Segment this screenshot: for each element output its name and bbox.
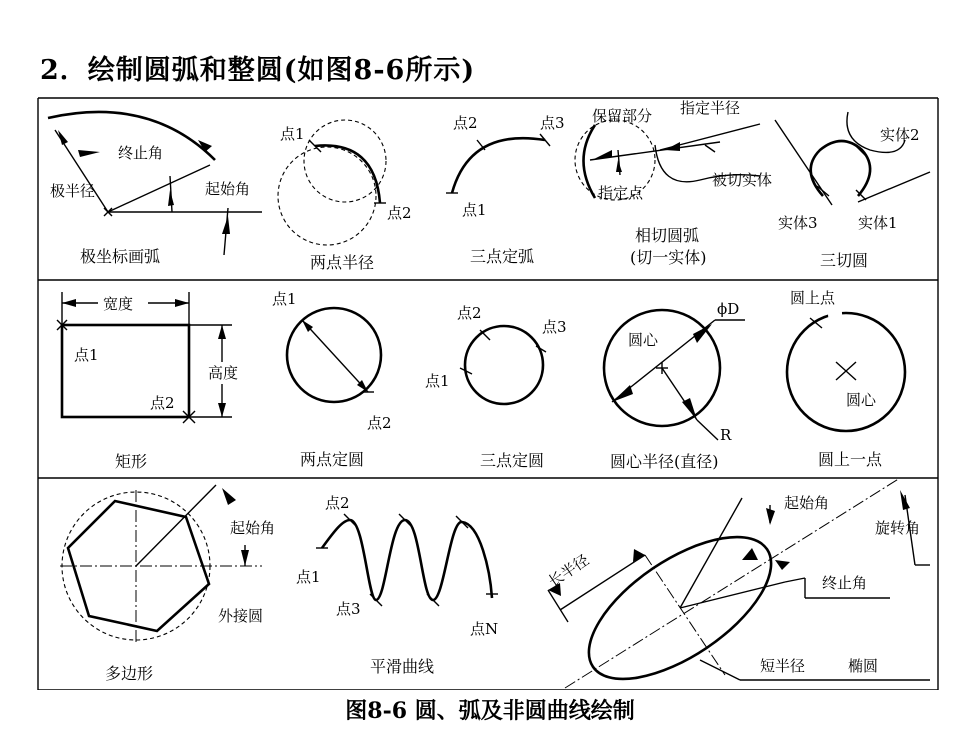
three-tangent-caption: 三切圆 (820, 251, 869, 270)
specified-radius-label: 指定半径 (680, 99, 741, 117)
tpr-point1-label: 点1 (280, 125, 305, 143)
rect-point2-label: 点2 (150, 394, 175, 412)
spline-pointn-label: 点N (470, 620, 499, 638)
three-tangent-circle-figure (775, 112, 930, 270)
three-point-circle-caption: 三点定圆 (480, 451, 545, 470)
point-on-circle-caption: 圆上一点 (818, 450, 883, 469)
minor-radius-label: 短半径 (760, 657, 806, 675)
three-point-circle-figure (425, 304, 567, 470)
spline-figure (296, 494, 498, 676)
tpa-point3-label: 点3 (540, 114, 565, 132)
circumscribed-label: 外接圆 (218, 607, 264, 625)
width-label: 宽度 (103, 295, 134, 313)
ellipse-figure (545, 478, 930, 690)
polygon-figure (60, 485, 275, 683)
tpa-point2-label: 点2 (453, 114, 478, 132)
polar-arc-figure (48, 112, 262, 266)
tpr-point2-label: 点2 (387, 204, 412, 222)
tpc-point1-label: 点1 (272, 290, 297, 308)
major-radius-label: 长半径 (544, 550, 593, 591)
center-radius-circle-figure (604, 300, 745, 471)
start-angle-label: 起始角 (205, 180, 251, 198)
entity3-label: 实体3 (778, 214, 818, 232)
tangent-arc-figure (575, 99, 772, 267)
polygon-start-angle-label: 起始角 (230, 519, 276, 537)
end-angle-label: 终止角 (118, 144, 164, 162)
two-point-radius-caption: 两点半径 (310, 253, 375, 272)
three-point-arc-figure (446, 114, 565, 266)
ellipse-end-angle-label: 终止角 (822, 574, 868, 592)
tpa-point1-label: 点1 (462, 201, 487, 219)
three-point-arc-caption: 三点定弧 (470, 247, 535, 266)
rectangle-caption: 矩形 (115, 452, 148, 471)
tangent-arc-caption-2: (切一实体) (630, 248, 707, 267)
polar-arc-caption: 极坐标画弧 (80, 247, 161, 266)
spline-point1-label: 点1 (296, 568, 321, 586)
specified-point-label: 指定点 (598, 184, 644, 202)
two-point-circle-figure (272, 290, 392, 469)
spline-point3-label: 点3 (336, 600, 361, 618)
polar-radius-label: 极半径 (50, 182, 96, 200)
section-heading: 2．绘制圆弧和整圆(如图8-6所示) (40, 55, 476, 86)
height-label: 高度 (208, 364, 239, 382)
rect-point1-label: 点1 (74, 346, 99, 364)
two-point-radius-figure (278, 120, 412, 272)
polygon-caption: 多边形 (105, 664, 154, 683)
point-on-circle-label: 圆上点 (790, 289, 836, 307)
tpcc-point1-label: 点1 (425, 372, 450, 390)
center-label: 圆心 (628, 331, 659, 349)
ellipse-caption: 椭圆 (848, 657, 879, 675)
tangent-arc-caption-1: 相切圆弧 (635, 226, 700, 245)
spline-caption: 平滑曲线 (370, 657, 435, 676)
center-radius-caption: 圆心半径(直径) (610, 452, 719, 471)
figure-caption: 图8-6 圆、弧及非圆曲线绘制 (345, 698, 635, 724)
two-point-circle-caption: 两点定圆 (300, 450, 365, 469)
poc-center-label: 圆心 (846, 391, 877, 409)
tpcc-point2-label: 点2 (457, 304, 482, 322)
tangent-entity-label: 被切实体 (712, 171, 773, 189)
spline-point2-label: 点2 (325, 494, 350, 512)
rotation-angle-label: 旋转角 (875, 519, 921, 537)
tpc-point2-label: 点2 (367, 414, 392, 432)
diameter-label: ϕD (717, 300, 740, 318)
entity1-label: 实体1 (858, 214, 898, 232)
keep-part-label: 保留部分 (592, 107, 653, 125)
tpcc-point3-label: 点3 (542, 318, 567, 336)
entity2-label: 实体2 (880, 126, 920, 144)
point-on-circle-figure (787, 289, 905, 469)
ellipse-start-angle-label: 起始角 (784, 494, 830, 512)
radius-r-label: R (720, 426, 732, 444)
rectangle-figure (57, 292, 240, 471)
